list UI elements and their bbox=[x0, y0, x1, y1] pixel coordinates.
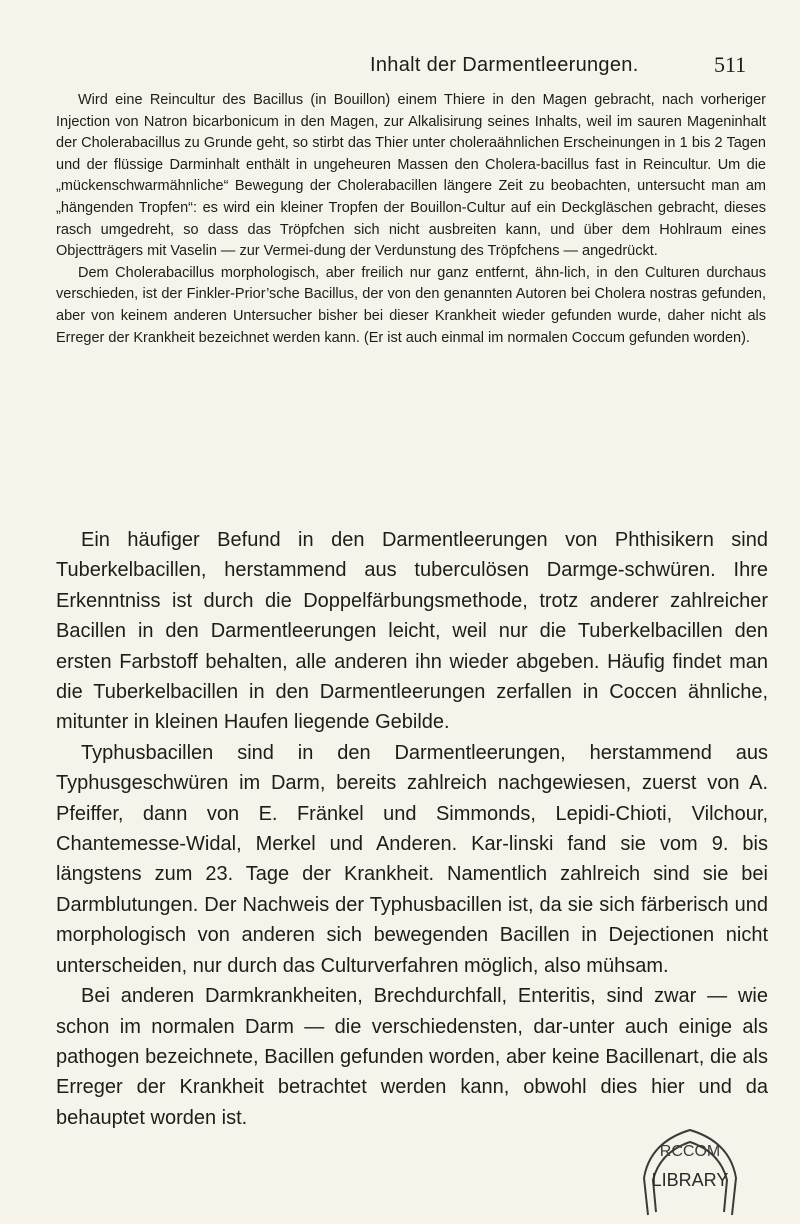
paragraph-cholera-culture: Wird eine Reincultur des Bacillus (in Bouillon) einem Thiere in den Magen gebracht, nach vorheriger Injection von Natron bicarbonicum in den Magen, zur Alkalisirung seines Inhalts, weil im sauren Mageninhalt der Cholerabacillus zu Grunde geht, so stirbt das Thier unter choleraähnlichen Erscheinungen in 1 bis 2 Tagen und der flüssige Darminhalt enthält in ungeheuren Massen den Cholera-bacillus fast in Reincultur. Um die „mückenschwarmähnliche“ Bewegung der Cholerabacillen längere Zeit zu beobachten, untersucht man am „hängenden Tropfen“: es wird ein kleiner Tropfen der Bouillon-Cultur auf ein Deckgläschen gebracht, dieses rasch umgedreht, so dass das Tröpfchen sich nicht ausbreiten kann, und über dem Hohlraum eines Objectträgers mit Vaselin — zur Vermei-dung der Verdunstung des Tröpfchens — angedrückt. bbox=[56, 92, 766, 260]
running-header bbox=[0, 52, 800, 82]
stamp-label: LIBRARY bbox=[651, 1170, 729, 1190]
library-stamp-graphic bbox=[620, 1120, 760, 1220]
library-stamp bbox=[620, 1120, 760, 1220]
paragraph-finkler-prior: Dem Cholerabacillus morphologisch, aber freilich nur ganz entfernt, ähn-lich, in den Culturen durchaus verschieden, ist der Finkler-Prior’sche Bacillus, der von den genannten Autoren bei Cholera nostras gefunden, aber von keinem anderen Untersucher bisher bei dieser Krankheit wieder gefunden wurde, daher nicht als Erreger der Krankheit bezeichnet werden kann. (Er ist auch einmal im normalen Coccum gefunden worden). bbox=[56, 264, 766, 346]
paragraph-andere-darmkrankheiten: Bei anderen Darmkrankheiten, Brechdurchfall, Enteritis, sind zwar — wie schon im normalen Darm — die verschiedensten, dar-unter auch einige als pathogen bezeichnete, Bacillen gefunden worden, aber keine Bacillenart, die als Erreger der Krankheit betrachtet werden kann, obwohl dies hier und da behauptet worden ist. bbox=[56, 985, 768, 1129]
paragraph-tuberkelbacillen: Ein häufiger Befund in den Darmentleerungen von Phthisikern sind Tuberkelbacillen, herstammend aus tuberculösen Darmge-schwüren. Ihre Erkenntniss ist durch die Doppelfärbungsmethode, trotz anderer zahlreicher Bacillen in den Darmentleerungen leicht, weil nur die Tuberkelbacillen den ersten Farbstoff behalten, alle anderen ihn wieder abgeben. Häufig findet man die Tuberkelbacillen in den Darmentleerungen zerfallen in Coccen ähnliche, mitunter in kleinen Haufen liegende Gebilde. bbox=[56, 529, 768, 734]
running-title: Inhalt der Darmentleerungen. bbox=[370, 54, 639, 76]
page-number: 511 bbox=[714, 52, 747, 77]
small-print-section bbox=[56, 90, 766, 349]
stamp-top-text: RCCOM bbox=[659, 1143, 721, 1160]
main-text-section bbox=[56, 525, 768, 1133]
paragraph-typhusbacillen: Typhusbacillen sind in den Darmentleerungen, herstammend aus Typhusgeschwüren im Darm, bereits zahlreich nachgewiesen, zuerst von A. Pfeiffer, dann von E. Fränkel und Simmonds, Lepidi-Chioti, Vilchour, Chantemesse-Widal, Merkel und Anderen. Kar-linski fand sie vom 9. bis längstens zum 23. Tage der Krankheit. Namentlich zahlreich sind sie bei Darmblutungen. Der Nachweis der Typhusbacillen ist, da sie sich färberisch und morphologisch von anderen sich bewegenden Bacillen in Dejectionen nicht unterscheiden, nur durch das Culturverfahren möglich, also mühsam. bbox=[56, 741, 768, 977]
